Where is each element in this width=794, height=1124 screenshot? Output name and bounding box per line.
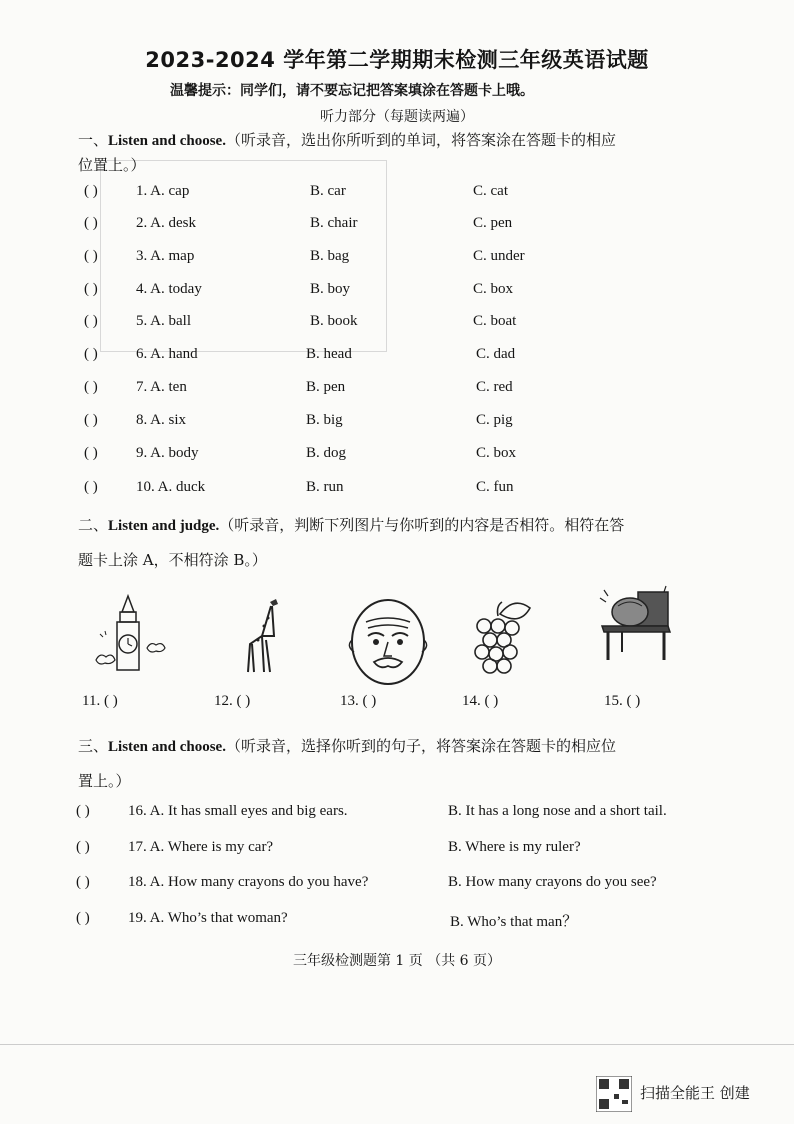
option-a: 10. A. duck bbox=[136, 479, 206, 495]
section1-row bbox=[84, 313, 644, 339]
option-b: B. head bbox=[306, 346, 352, 362]
option-b: B. book bbox=[310, 313, 358, 329]
section3-heading-line2: 置上。） bbox=[78, 772, 131, 790]
judge-answer-15[interactable]: 15. ( ) bbox=[604, 693, 641, 709]
option-a: 1. A. cap bbox=[136, 183, 190, 199]
answer-blank[interactable]: ( ) bbox=[84, 379, 98, 395]
old-man-face-icon bbox=[346, 596, 430, 688]
option-a: 16. A. It has small eyes and big ears. bbox=[128, 803, 348, 819]
option-c: C. dad bbox=[476, 346, 516, 362]
option-a: 5. A. ball bbox=[136, 313, 191, 329]
chair-with-toy-icon bbox=[596, 584, 676, 664]
section1-row bbox=[84, 379, 644, 405]
section2-heading-line2: 题卡上涂 A，不相符涂 B。） bbox=[78, 551, 267, 569]
judge-answer-14[interactable]: 14. ( ) bbox=[462, 693, 499, 709]
section3-heading: 三、Listen and choose.（听录音，选择你听到的句子，将答案涂在答题卡的相应位 bbox=[78, 737, 616, 755]
section1-row bbox=[84, 445, 644, 471]
page-footer: 三年级检测题第 1 页 （共 6 页） bbox=[292, 953, 502, 969]
section1-row bbox=[84, 479, 644, 505]
option-b: B. How many crayons do you see? bbox=[448, 874, 657, 890]
section1-heading-line2: 位置上。） bbox=[78, 156, 146, 174]
section3-row bbox=[76, 803, 716, 829]
option-b: B. dog bbox=[306, 445, 347, 461]
section1-row bbox=[84, 215, 644, 241]
judge-answer-13[interactable]: 13. ( ) bbox=[340, 693, 377, 709]
scanner-logo-icon bbox=[596, 1076, 632, 1112]
page-title: 2023-2024 学年第二学期期末检测三年级英语试题 bbox=[145, 48, 649, 72]
option-b: B. big bbox=[306, 412, 343, 428]
option-a: 9. A. body bbox=[136, 445, 199, 461]
section1-row bbox=[84, 412, 644, 438]
option-c: C. red bbox=[476, 379, 513, 395]
option-a: 2. A. desk bbox=[136, 215, 196, 231]
section3-row bbox=[76, 839, 716, 865]
option-c: C. fun bbox=[476, 479, 514, 495]
option-b: B. chair bbox=[310, 215, 358, 231]
judge-answer-12[interactable]: 12. ( ) bbox=[214, 693, 251, 709]
answer-blank[interactable]: ( ) bbox=[84, 445, 98, 461]
option-a: 18. A. How many crayons do you have? bbox=[128, 874, 369, 890]
answer-blank[interactable]: ( ) bbox=[84, 215, 98, 231]
option-b: B. Who’s that man？ bbox=[450, 914, 578, 930]
option-c: C. pig bbox=[476, 412, 513, 428]
answer-blank[interactable]: ( ) bbox=[76, 839, 90, 855]
option-c: C. pen bbox=[473, 215, 513, 231]
option-b: B. car bbox=[310, 183, 346, 199]
answer-blank[interactable]: ( ) bbox=[84, 346, 98, 362]
answer-blank[interactable]: ( ) bbox=[76, 910, 90, 926]
option-c: C. box bbox=[476, 445, 517, 461]
giraffe-icon bbox=[240, 596, 284, 676]
option-c: C. boat bbox=[473, 313, 517, 329]
answer-blank[interactable]: ( ) bbox=[84, 479, 98, 495]
option-a: 6. A. hand bbox=[136, 346, 198, 362]
listening-subtitle: 听力部分（每题读两遍） bbox=[320, 109, 474, 125]
answer-blank[interactable]: ( ) bbox=[84, 248, 98, 264]
section1-heading: 一、Listen and choose.（听录音，选出你所听到的单词，将答案涂在答题卡的相应 bbox=[78, 131, 616, 149]
option-a: 19. A. Who’s that woman? bbox=[128, 910, 288, 926]
option-b: B. It has a long nose and a short tail. bbox=[448, 803, 667, 819]
answer-blank[interactable]: ( ) bbox=[84, 281, 98, 297]
grapes-icon bbox=[470, 596, 536, 676]
option-c: C. box bbox=[473, 281, 514, 297]
section1-row bbox=[84, 281, 644, 307]
answer-blank[interactable]: ( ) bbox=[84, 412, 98, 428]
option-c: C. under bbox=[473, 248, 525, 264]
section1-row bbox=[84, 183, 644, 209]
option-b: B. bag bbox=[310, 248, 350, 264]
option-a: 4. A. today bbox=[136, 281, 202, 297]
option-b: B. run bbox=[306, 479, 344, 495]
option-b: B. Where is my ruler? bbox=[448, 839, 581, 855]
option-b: B. pen bbox=[306, 379, 346, 395]
option-c: C. cat bbox=[473, 183, 508, 199]
section1-row bbox=[84, 346, 644, 372]
section1-row bbox=[84, 248, 644, 274]
answer-blank[interactable]: ( ) bbox=[84, 183, 98, 199]
scanner-watermark: 扫描全能王 创建 bbox=[640, 1084, 750, 1102]
option-a: 7. A. ten bbox=[136, 379, 187, 395]
option-a: 3. A. map bbox=[136, 248, 195, 264]
answer-blank[interactable]: ( ) bbox=[76, 803, 90, 819]
divider bbox=[0, 1044, 794, 1045]
reminder-tip: 温馨提示：同学们，请不要忘记把答案填涂在答题卡上哦。 bbox=[170, 83, 534, 99]
answer-blank[interactable]: ( ) bbox=[76, 874, 90, 890]
section2-heading: 二、Listen and judge.（听录音，判断下列图片与你听到的内容是否相符。相符在答 bbox=[78, 516, 625, 534]
section3-row bbox=[76, 910, 716, 936]
section3-row bbox=[76, 874, 716, 900]
option-a: 17. A. Where is my car? bbox=[128, 839, 274, 855]
option-a: 8. A. six bbox=[136, 412, 187, 428]
option-b: B. boy bbox=[310, 281, 351, 297]
answer-blank[interactable]: ( ) bbox=[84, 313, 98, 329]
clock-tower-icon bbox=[92, 594, 170, 674]
judge-answer-11[interactable]: 11. ( ) bbox=[82, 693, 118, 709]
